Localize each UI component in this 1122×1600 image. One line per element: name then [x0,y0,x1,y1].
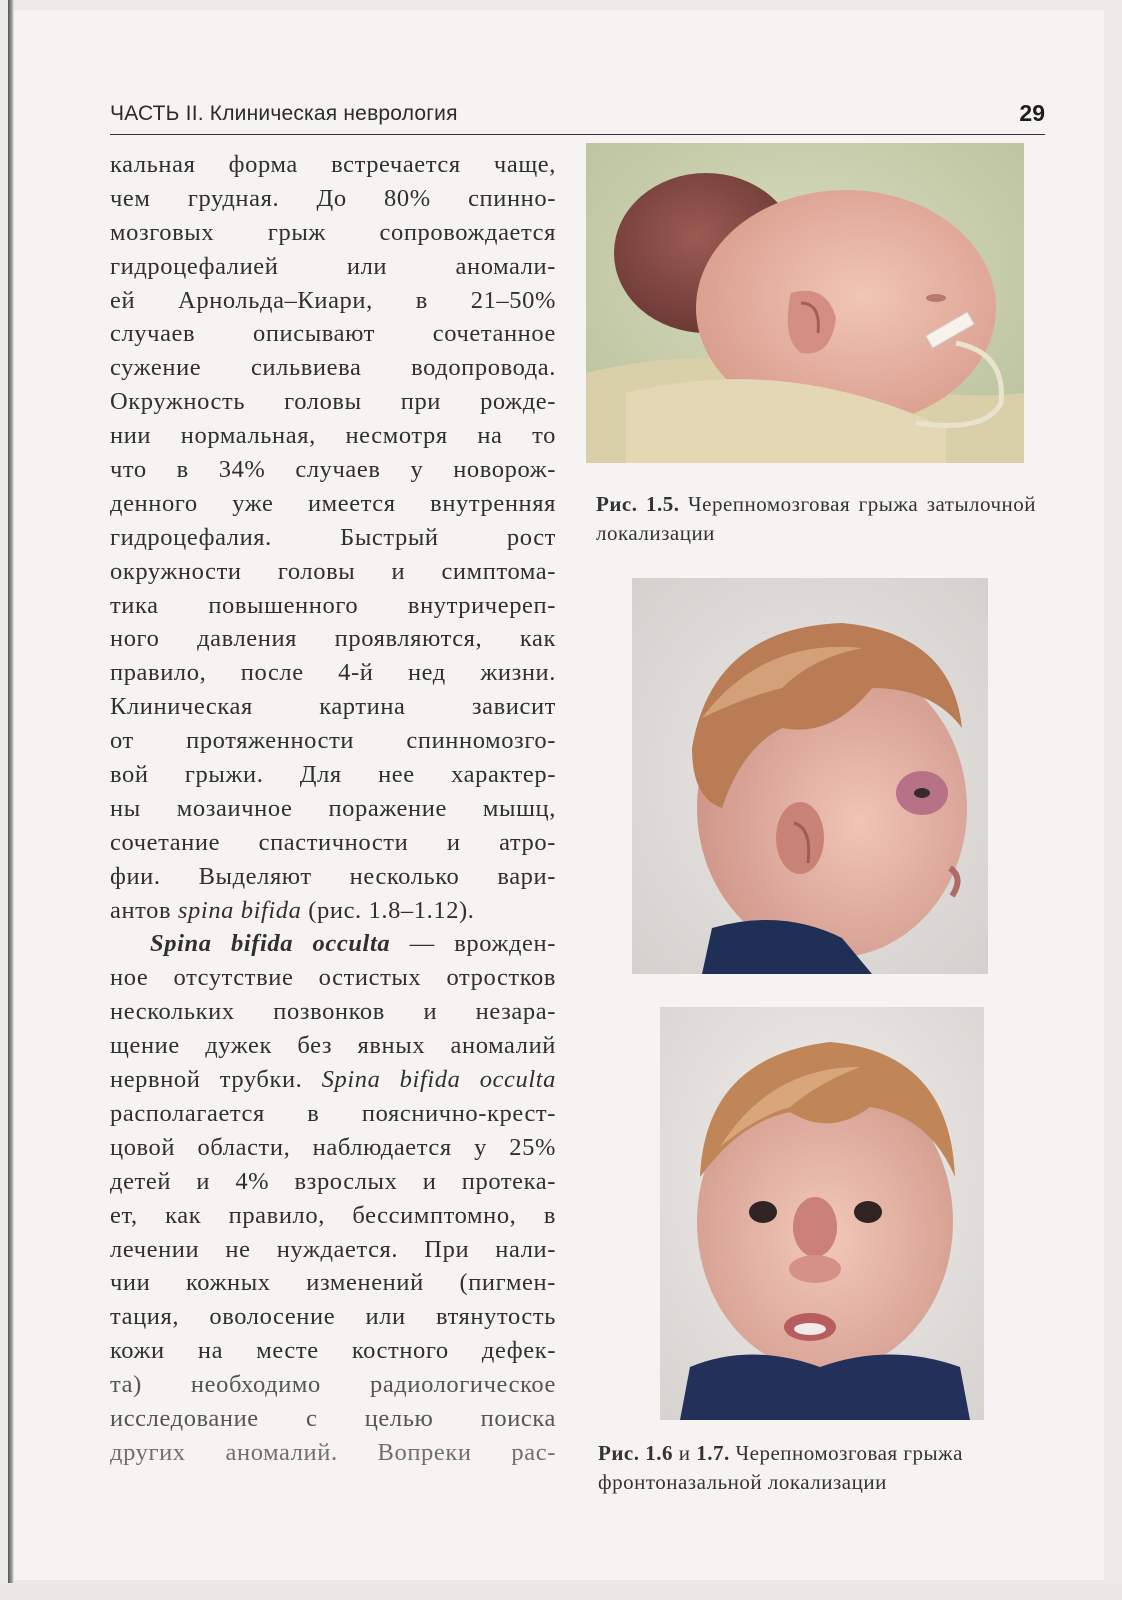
figure-1-5-caption [596,490,1036,548]
figure-caption-text: Черепномозговая грыжа затылочной локализации [596,492,1037,545]
figure-1-7-photo [660,1007,984,1420]
body-line: Клиническая картина зависит [110,693,556,721]
body-line: кальная форма встречается чаще, [110,151,556,178]
body-line: ей Арнольда–Киари, в 21–50% [110,286,556,314]
figure-label-connector: и [678,1441,691,1465]
body-line: тика повышенного внутричереп- [110,591,556,619]
body-line: ное отсутствие остистых отростков [110,964,556,992]
body-line: детей и 4% взрослых и протека- [110,1167,556,1195]
body-text-column [110,148,556,1470]
body-line: денного уже имеется внутренняя [110,489,556,517]
body-text: — врожден- [409,930,556,958]
figure-1-6-1-7-caption [598,1439,1038,1497]
body-line: ного давления проявляются, как [110,625,556,653]
body-line: щение дужек без явных аномалий [110,1032,556,1060]
figure-1-6-photo [632,578,988,974]
body-line: сужение сильвиева водопровода. [110,354,556,382]
body-line: чем грудная. До 80% спинно- [110,184,556,212]
figure-label: Рис. 1.5. [596,492,680,516]
body-line: фии. Выделяют несколько вари- [110,862,556,890]
figure-1-5-photo [586,143,1024,463]
figure-caption-text: Черепномозговая грыжа фронтоназальной локализации [598,1441,963,1494]
body-line: тация, оволосение или втянутость [110,1303,556,1331]
running-header-title: ЧАСТЬ II. Клиническая неврология [110,102,458,125]
body-line: цовой области, наблюдается у 25% [110,1133,556,1161]
body-line: Окружность головы при рожде- [110,388,556,416]
body-italic-term: spina bifida [177,896,302,924]
body-line: случаев описывают сочетанное [110,320,556,348]
figure-label: 1.7. [696,1441,730,1465]
body-line: что в 34% случаев у новорож- [110,456,556,484]
body-line: чии кожных изменений (пигмен- [110,1269,556,1297]
body-text: антов [110,896,172,924]
body-line [110,927,556,961]
body-line: нескольких позвонков и незара- [110,998,556,1026]
page-number: 29 [1019,100,1045,126]
figure-label: Рис. 1.6 [598,1441,673,1465]
body-text: нервной трубки. [110,1066,303,1094]
body-line: та) необходимо радиологическое [110,1371,556,1399]
body-line: ет, как правило, бессимптомно, в [110,1201,556,1229]
body-line: кожи на месте костного дефек- [110,1337,556,1365]
body-line [110,1063,556,1097]
section-term: Spina bifida occulta [150,930,391,958]
body-line: окружности головы и симптома- [110,557,556,585]
body-line [110,894,556,928]
body-line: гидроцефалия. Быстрый рост [110,523,556,551]
body-line: других аномалий. Вопреки рас- [110,1438,556,1466]
body-line: исследование с целью поиска [110,1404,556,1432]
body-italic-term: Spina bifida occulta [321,1066,557,1094]
body-line: от протяженности спинномозго- [110,727,556,755]
body-line: нии нормальная, несмотря на то [110,422,556,450]
body-line: вой грыжи. Для нее характер- [110,761,556,789]
body-line: лечении не нуждается. При нали- [110,1235,556,1263]
body-line: правило, после 4-й нед жизни. [110,659,556,687]
body-line: ны мозаичное поражение мышц, [110,794,556,822]
body-line: располагается в пояснично-крест- [110,1099,556,1127]
body-line: гидроцефалией или аномали- [110,252,556,280]
page-bottom-margin [0,1583,1122,1600]
running-header [110,100,1045,135]
body-line: мозговых грыж сопровождается [110,218,556,246]
body-line: сочетание спастичности и атро- [110,828,556,856]
body-text: (рис. 1.8–1.12). [308,896,475,924]
